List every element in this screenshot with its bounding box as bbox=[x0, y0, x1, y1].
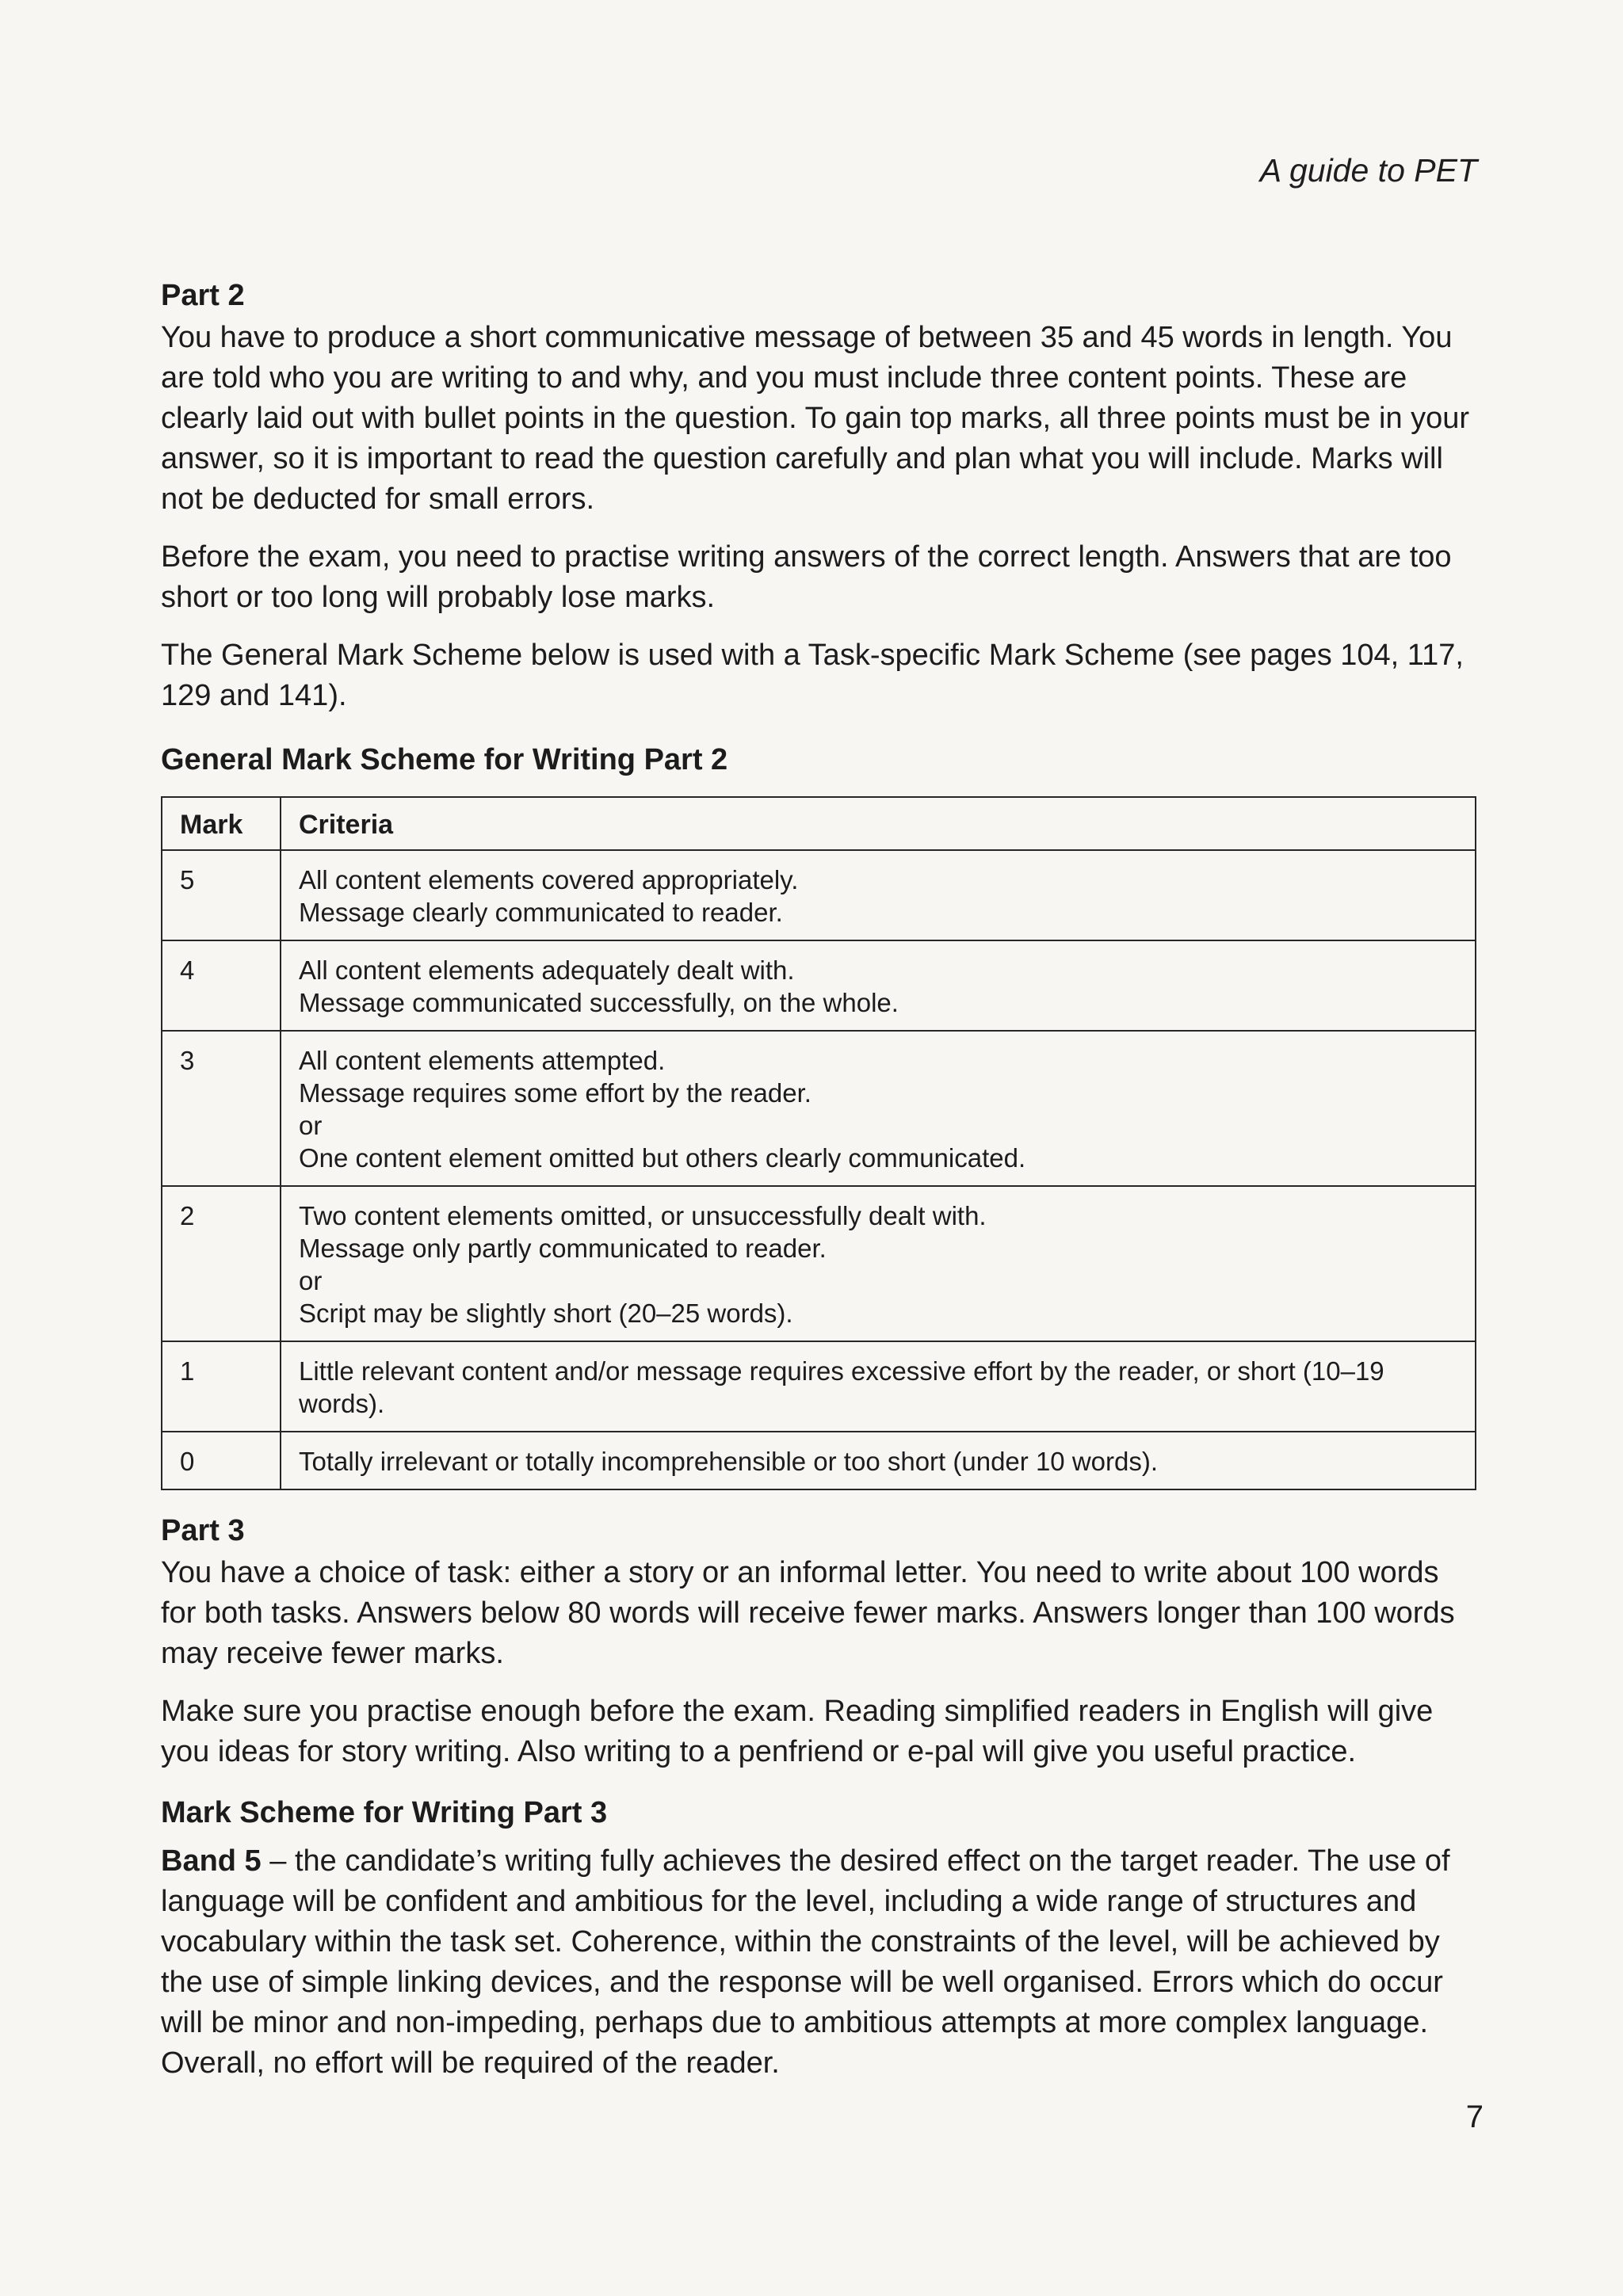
criteria-line: All content elements covered appropriately. bbox=[299, 865, 799, 894]
part2-heading: Part 2 bbox=[161, 279, 245, 312]
general-mark-scheme-heading: General Mark Scheme for Writing Part 2 bbox=[161, 743, 728, 776]
criteria-line: Little relevant content and/or message requires excessive effort by the reader, or short (10–19 words). bbox=[299, 1356, 1384, 1418]
band5-paragraph bbox=[161, 1841, 1476, 2084]
mark-cell: 5 bbox=[162, 850, 281, 940]
part3-paragraph: You have a choice of task: either a story or an informal letter. You need to write about 100 words for both tasks. Answers below 80 words will receive fewer marks. Answers longer than 100 words may receive fewer marks. bbox=[161, 1556, 1455, 1670]
part2-paragraph: Before the exam, you need to practise writing answers of the correct length. Answers that are too short or too long will probably lose marks. bbox=[161, 540, 1452, 614]
criteria-cell bbox=[281, 850, 1476, 940]
mark-scheme-table bbox=[161, 796, 1476, 1490]
part3-paragraph: Make sure you practise enough before the exam. Reading simplified readers in English will give you ideas for story writing. Also writing to a penfriend or e-pal will give you useful practice. bbox=[161, 1695, 1434, 1768]
criteria-line: Message only partly communicated to reader. bbox=[299, 1234, 827, 1263]
criteria-line: All content elements adequately dealt with. bbox=[299, 955, 795, 985]
criteria-line: Totally irrelevant or totally incomprehensible or too short (under 10 words). bbox=[299, 1447, 1159, 1476]
table-header-row bbox=[162, 797, 1476, 850]
criteria-cell bbox=[281, 1432, 1476, 1489]
running-header: A guide to PET bbox=[1259, 152, 1477, 189]
table-row bbox=[162, 940, 1476, 1031]
part2-paragraph: The General Mark Scheme below is used with a Task-specific Mark Scheme (see pages 104, 117, 129 and 141). bbox=[161, 639, 1464, 712]
part2-section bbox=[161, 279, 1476, 716]
page-number: 7 bbox=[1465, 2100, 1484, 2134]
mark-column-header: Mark bbox=[162, 797, 281, 850]
part2-paragraph: You have to produce a short communicative message of between 35 and 45 words in length. You are told who you are writing to and why, and you must include three content points. These are clearly laid out with bullet points in the question. To gain top marks, all three points must be in your answer, so it is important to read the question carefully and plan what you will include. Marks will not be deducted for small errors. bbox=[161, 321, 1470, 516]
mark-cell: 0 bbox=[162, 1432, 281, 1489]
mark-cell: 4 bbox=[162, 940, 281, 1031]
part3-heading: Part 3 bbox=[161, 1514, 245, 1547]
mark-cell: 1 bbox=[162, 1341, 281, 1432]
criteria-line: or bbox=[299, 1266, 323, 1295]
mark-cell: 2 bbox=[162, 1186, 281, 1341]
criteria-cell bbox=[281, 1186, 1476, 1341]
part3-section bbox=[161, 1514, 1476, 2084]
criteria-line: Two content elements omitted, or unsuccessfully dealt with. bbox=[299, 1201, 987, 1230]
criteria-line: or bbox=[299, 1111, 323, 1140]
criteria-cell bbox=[281, 1341, 1476, 1432]
criteria-line: Message requires some effort by the reader. bbox=[299, 1078, 812, 1108]
table-row bbox=[162, 1432, 1476, 1489]
mark-cell: 3 bbox=[162, 1031, 281, 1186]
table-row bbox=[162, 850, 1476, 940]
criteria-column-header: Criteria bbox=[281, 797, 1476, 850]
table-row bbox=[162, 1186, 1476, 1341]
criteria-line: Script may be slightly short (20–25 words). bbox=[299, 1299, 793, 1328]
table-row bbox=[162, 1341, 1476, 1432]
band5-text: – the candidate’s writing fully achieves the desired effect on the target reader. The use of language will be confident and ambitious for the level, including a wide range of structures and vocabulary within the task set. Coherence, within the constraints of the level, will be achieved by the use of simple linking devices, and the response will be well organised. Errors which do occur will be minor and non-impeding, perhaps due to ambitious attempts at more complex language. Overall, no effort will be required of the reader. bbox=[161, 1844, 1450, 2080]
criteria-line: One content element omitted but others clearly communicated. bbox=[299, 1143, 1026, 1173]
criteria-cell bbox=[281, 940, 1476, 1031]
criteria-line: Message communicated successfully, on the whole. bbox=[299, 988, 899, 1017]
criteria-line: Message clearly communicated to reader. bbox=[299, 898, 783, 927]
band5-label: Band 5 bbox=[161, 1844, 262, 1878]
criteria-line: All content elements attempted. bbox=[299, 1046, 666, 1075]
page-content bbox=[161, 279, 1476, 2101]
table-row bbox=[162, 1031, 1476, 1186]
part3-mark-scheme-heading: Mark Scheme for Writing Part 3 bbox=[161, 1796, 608, 1829]
criteria-cell bbox=[281, 1031, 1476, 1186]
